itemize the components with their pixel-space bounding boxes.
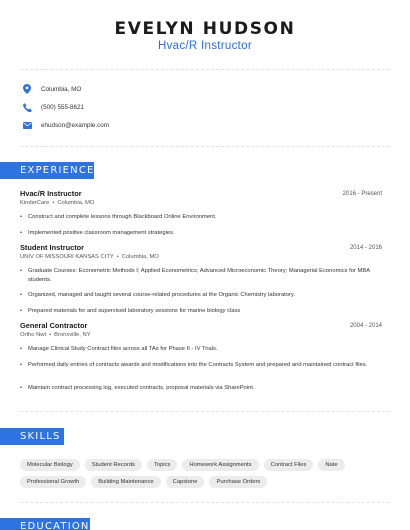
skill-chip: Topics	[147, 459, 177, 471]
divider	[20, 411, 390, 412]
job-dates: 2014 - 2016	[349, 245, 382, 251]
skill-chip: Student Records	[85, 459, 142, 471]
job-company: KinderCare	[20, 200, 50, 206]
job-location: Columbia, MO	[57, 200, 95, 206]
job-company-line: UNIV OF MISSOURI KANSAS CITY • Columbia, MO	[20, 254, 159, 260]
contact-location	[22, 82, 81, 96]
job-title: Student Instructor	[20, 243, 85, 252]
job-bullet: • Maintain contract processing log, executed contracts, proposal materials via SharePoint.	[20, 384, 370, 393]
skill-chip: Homework Assignments	[182, 459, 258, 471]
skill-chip: Purchase Orders	[209, 476, 267, 488]
divider	[20, 69, 390, 70]
contact-email-text: ehudson@example.com	[41, 121, 109, 129]
skills-list	[20, 459, 390, 493]
skill-chip: Molecular Biology	[20, 459, 80, 471]
job-title: Hvac/R Instructor	[20, 189, 82, 198]
divider	[20, 146, 390, 147]
resume-name: EVELYN HUDSON	[114, 19, 296, 39]
contact-location-text: Columbia, MO	[41, 85, 82, 93]
job-company-line: Ortho Nwt • Bronxville, NY	[20, 332, 91, 338]
phone-icon	[22, 102, 32, 112]
skill-chip: Contract Files	[264, 459, 314, 471]
divider	[20, 502, 390, 503]
contact-phone	[22, 100, 84, 114]
job-bullet: • Organized, managed and taught several course-related procedures at the Organic Chemistry laboratory.	[20, 291, 370, 300]
job-title: General Contractor	[20, 321, 88, 330]
contact-phone-text: (500) 555-8621	[41, 103, 85, 111]
job-dates: 2016 - Present	[342, 191, 382, 197]
job-location: Bronxville, NY	[54, 332, 91, 338]
job-company: Ortho Nwt	[20, 332, 47, 338]
education-section-header: EDUCATION	[0, 518, 90, 530]
envelope-icon	[22, 120, 32, 130]
job-dates: 2004 - 2014	[349, 323, 382, 329]
skills-section-header: SKILLS	[0, 428, 64, 445]
location-pin-icon	[22, 84, 32, 94]
skill-chip: Capstone	[166, 476, 205, 488]
skill-chip: Building Maintenance	[91, 476, 160, 488]
contact-email	[22, 118, 109, 132]
job-bullet: • Performed daily entries of contracts awards and modifications into the Contracts System and prepared and maintained contract files.	[20, 361, 370, 370]
job-location: Columbia, MO	[121, 254, 159, 260]
job-company: UNIV OF MISSOURI KANSAS CITY	[20, 254, 114, 260]
job-bullet: • Manage Clinical Study Contract files across all TAs for Phase II - IV Trials.	[20, 345, 370, 354]
job-bullet: • Implemented positive classroom management strategies.	[20, 229, 370, 238]
skill-chip: Nate	[318, 459, 344, 471]
job-bullet: • Construct and complete lessons through Blackboard Online Environment.	[20, 213, 370, 222]
job-company-line: KinderCare • Columbia, MO	[20, 200, 95, 206]
job-bullet: • Prepared materials for and supervised laboratory sessions for marine biology class	[20, 307, 370, 316]
skill-chip: Professional Growth	[20, 476, 86, 488]
resume-job-title: Hvac/R Instructor	[158, 40, 252, 52]
experience-section-header: EXPERIENCE	[0, 162, 94, 179]
job-bullet: • Graduate Courses: Econometric Methods I; Applied Econometrics; Advanced Microeconomic Theory; Managerial Economics for MBA students.	[20, 267, 370, 284]
